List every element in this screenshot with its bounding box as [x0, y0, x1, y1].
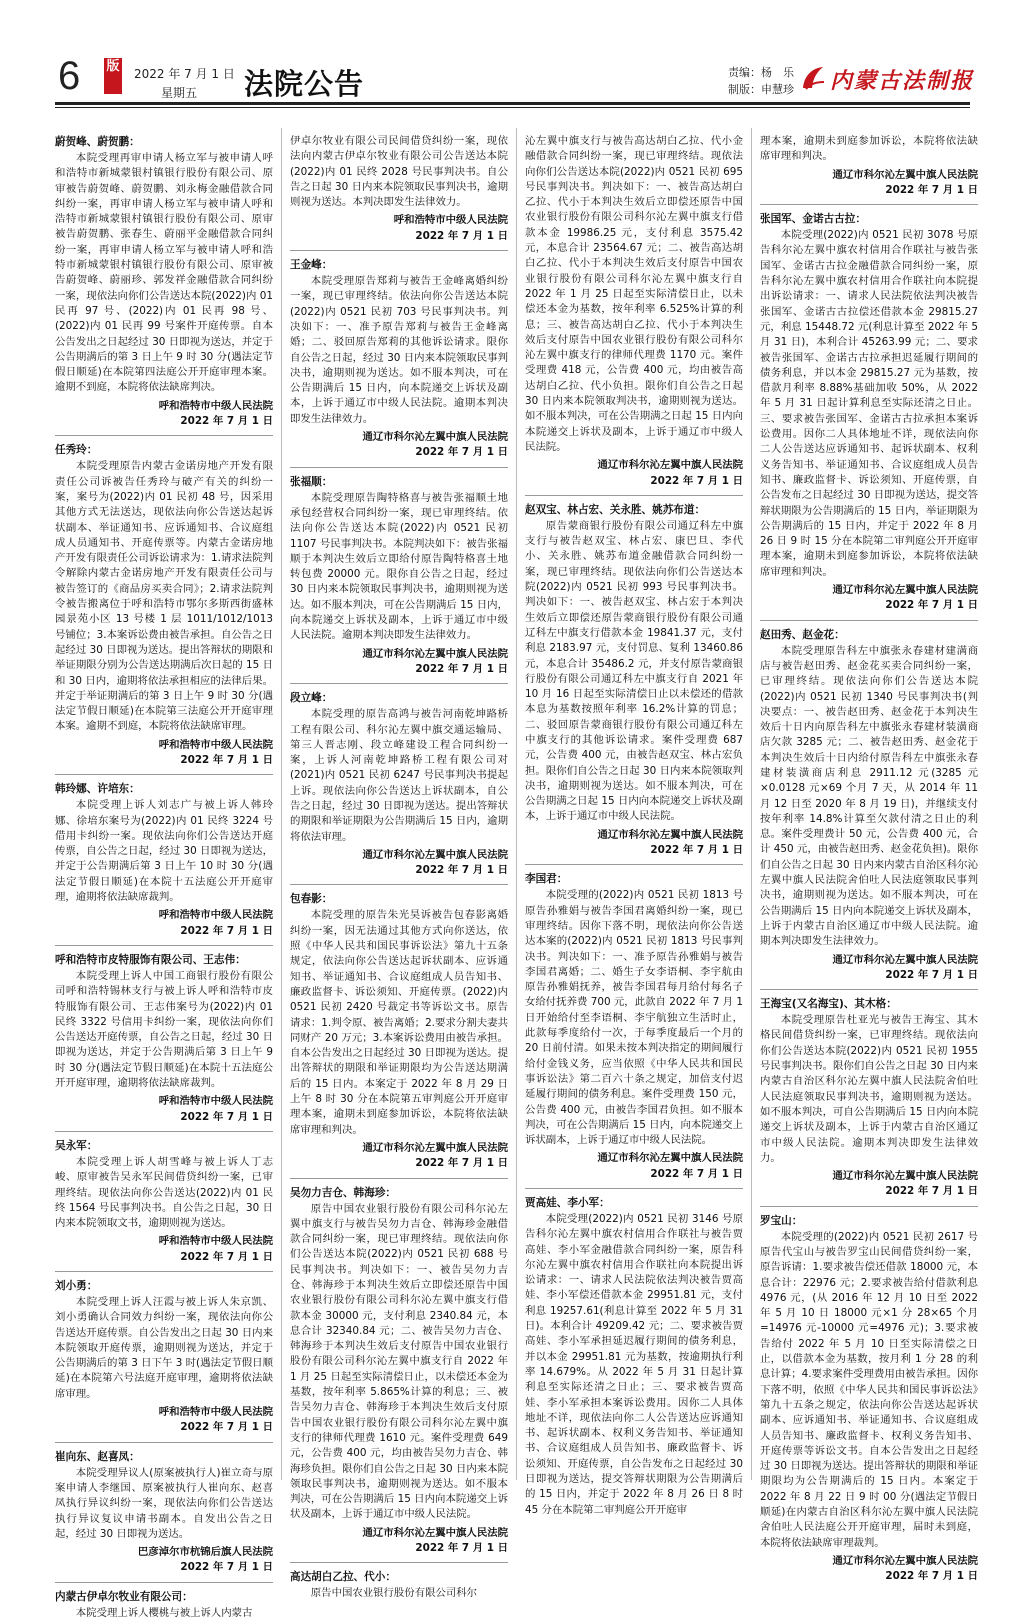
- notice-date: 2022 年 7 月 1 日: [180, 753, 273, 766]
- notice-date: 2022 年 7 月 1 日: [415, 1157, 508, 1170]
- notice-divider: [55, 1442, 273, 1443]
- notice-body: 原告中国农业银行股份有限公司科尔: [310, 1587, 478, 1600]
- notice-addressee: 高达胡白乙拉、代小：: [290, 1571, 396, 1584]
- court-notice: [290, 474, 508, 685]
- header-rule-thin: [55, 107, 970, 108]
- notice-divider: [290, 1562, 508, 1563]
- issuing-court: 通辽市科尔沁左翼中旗人民法院: [362, 848, 508, 861]
- court-notice: [290, 690, 508, 885]
- notice-body: 本院受理再审申请人杨立军与被申请人呼和浩特市新城蒙银村镇银行股份有限公司、原审被告蔚贺峰、蔚贺鹏、刘永梅金融借款合同纠纷一案，再审申请人杨立军与被申请人呼和浩特市新城蒙银村镇银行股份有限公司、原审被告蔚贺鹏、张春生、蔚丽平金融借款合同纠纷一案，再审申请人杨立军与被申请人呼和浩特市新城蒙银村镇银行股份有限公司、原审被告蔚贺峰、蔚丽珍、郭发祥金融借款合同纠纷一案，现依法向你们公告送达本院(2022)内 01 民再 97 号、(2022)内 01 民再 98 号、(2022)内 01 民再 99 号案件开庭传票。自本公告发出之日起经过 30 日即视为送达，并定于公告期满后的第 3 日上午 9 时 30 分(遇法定节假日顺延)在本院第四法庭公开开庭审理本案。逾期不到庭，本院将依法缺席判决。: [55, 152, 273, 394]
- court-notice: [55, 1589, 273, 1621]
- notice-date: 2022 年 7 月 1 日: [180, 1110, 273, 1123]
- court-notice: [525, 134, 743, 496]
- notice-addressee: 王海宝(又名海宝)、其木格：: [760, 998, 897, 1011]
- court-notice: [55, 442, 273, 775]
- notice-addressee: 赵田秀、赵金花：: [760, 628, 845, 641]
- notice-body: 本院受理(2022)内 0521 民初 3078 号原告科尔沁左翼中旗农村信用合作联社与被告张国军、金诺古古拉金融借款合同纠纷一案，原告科尔沁左翼中旗农村信用合作联社向本院提出诉讼请求：一、请求人民法院依法判决被告张国军、金诺古古拉偿还借款本金 29815.27 元，利息 15448.72 元(利息计算至 2022 年 5 月 31 日)，本利合计 45263.99 元；二、要求被告张国军、金诺古古拉承担迟延履行期间的债务利息，并以本金 29815.27 元为基数，按借款月利率 8.88%基础加收 50%，从 2022 年 5 月 31 日起计算利息至实际还清之日止。三、要求被告张国军、金诺古古拉承担本案诉讼费用。因你二人具体地址不详，现依法向你二人公告送达应诉通知书、起诉状副本、权利义务告知书、举证通知书、合议庭组成人员告知书、廉政监督卡、诉讼须知、开庭传票，自公告发布之日起经过 30 日即视为送达，提交答辩状期限为公告期满后的 15 日内，举证期限为公告期满后的 15 日内，并定于 2022 年 8 月 26 日 9 时 15 分在本院第二审判庭公开开庭审理本案，逾期未到庭参加诉讼，本院将依法缺席审理和判决。: [760, 229, 978, 578]
- issuing-court: 呼和浩特市中级人民法院: [158, 399, 273, 412]
- notice-divider: [525, 864, 743, 865]
- notice-addressee: 内蒙古伊卓尔牧业有限公司：: [55, 1590, 193, 1603]
- issuing-court: 呼和浩特市中级人民法院: [158, 1235, 273, 1248]
- column-divider: [751, 128, 752, 1480]
- issuing-court: 呼和浩特市中级人民法院: [158, 1095, 273, 1108]
- court-notice: [525, 1195, 743, 1518]
- issuing-court: 通辽市科尔沁左翼中旗人民法院: [597, 1152, 743, 1165]
- notice-addressee: 呼和浩特市皮特服饰有限公司、王志伟：: [55, 953, 246, 966]
- notice-body: 理本案，逾期未到庭参加诉讼，本院将依法缺席审理和判决。: [760, 135, 978, 163]
- issue-date: 2022 年 7 月 1 日: [134, 67, 235, 81]
- notice-body: 沁左翼中旗支行与被告高达胡白乙拉、代小金融借款合同纠纷一案，现已审理终结。现依法向你们公告送达本院(2022)内 0521 民初 695 号民事判决书。判决如下：一、被告高达胡白乙拉、代小于本判决生效后立即偿还原告中国农业银行股份有限公司科尔沁左翼中旗支行借款本金 19986.25 元，支付利息 3575.42 元，本息合计 23564.67 元；二、被告高达胡白乙拉、代小于本判决生效后支付原告中国农业银行股份有限公司科尔沁左翼中旗支行自 2022 年 1 月 25 日起至实际清偿日止，以未偿还本金为基数，按年利率 6.525%计算的利息；三、被告高达胡白乙拉、代小于本判决生效后支付原告中国农业银行股份有限公司科尔沁左翼中旗支行的律师代理费 1170 元。案件受理费 418 元，公告费 400 元，均由被告高达胡白乙拉、代小负担。限你们自公告之日起 30 日内来本院领取判决书，逾期则视为送达。如不服本判决，可在公告期满之日起 15 日内向本院递交上诉状及副本，上诉于通辽市中级人民法院。: [525, 135, 743, 453]
- notice-body: 本院受理原告陶特格喜与被告张福顺土地承包经营权合同纠纷一案，现已审理终结。依法向你公告送达本院(2022)内 0521 民初 1107 号民事判决书。本院判决如下：被告张福顺于本判决生效后立即给付原告陶特格喜土地转包费 20000 元。限你自公告之日起，经过 30 日内来本院领取民事判决书，逾期则视为送达。如不服本判决，可在公告期满后 15 日内，向本院递交上诉状及副本，上诉于通辽市中级人民法院。逾期本判决即发生法律效力。: [290, 491, 508, 642]
- notice-body: 本院受理的(2022)内 0521 民初 1813 号原告孙雅娟与被告李国君离婚纠纷一案，现已审理终结。因你下落不明，现依法向你公告送达本案的(2022)内 0521 民初 1813 号民事判决书。判决如下：一、准予原告孙雅娟与被告李国君离婚；二、婚生子女李语桐、李宇航由原告孙雅娟抚养，被告李国君每月给付每名子女给付抚养费 700 元，此款自 2022 年 7 月 1 日开始给付至李语桐、李宇航独立生活时止，此款每季度给付一次，于每季度最后一个月的 20 日前付清。如果未按本判决指定的期间履行给付金钱义务，应当依照《中华人民共和国民事诉讼法》第二百六十条之规定，加倍支付迟延履行期间的债务利息。案件受理费 150 元，公告费 400 元，由被告李国君负担。如不服本判决，可在公告期满后 15 日内，向本院递交上诉状副本，上诉于通辽市中级人民法院。: [525, 889, 743, 1147]
- notice-date: 2022 年 7 月 1 日: [180, 924, 273, 937]
- section-title: 法院公告: [244, 67, 365, 101]
- court-notice: [290, 257, 508, 468]
- notice-divider: [290, 884, 508, 885]
- issuing-court: 呼和浩特市中级人民法院: [158, 909, 273, 922]
- issuing-court: 巴彦淖尔市杭锦后旗人民法院: [137, 1546, 273, 1559]
- notice-date: 2022 年 7 月 1 日: [415, 662, 508, 675]
- notice-date: 2022 年 7 月 1 日: [180, 1250, 273, 1263]
- notice-date: 2022 年 7 月 1 日: [180, 1561, 273, 1574]
- court-notice: [55, 1449, 273, 1583]
- court-notice: [525, 871, 743, 1189]
- court-notice: [760, 134, 978, 205]
- notice-divider: [760, 989, 978, 990]
- court-notice: [290, 1185, 508, 1564]
- column-divider: [281, 128, 282, 1480]
- notice-column-1: [55, 134, 273, 1619]
- notice-date: 2022 年 7 月 1 日: [415, 229, 508, 242]
- issuing-court: 呼和浩特市中级人民法院: [393, 214, 508, 227]
- issuing-court: 通辽市科尔沁左翼中旗人民法院: [832, 953, 978, 966]
- issuing-court: 通辽市科尔沁左翼中旗人民法院: [832, 584, 978, 597]
- layout-credit: 制版：申慧珍: [728, 83, 794, 96]
- notice-body: 本院受理上诉人中国工商银行股份有限公司呼和浩特锡林支行与被上诉人呼和浩特市皮特服饰有限公司、王志伟案号为(2022)内 01 民终 3322 号信用卡纠纷一案，现依法向你们公告送达开庭传票，自公告之日起，经过 30 日即视为送达，并定于公告期满后第 3 日上午 9 时 30 分(遇法定节假日顺延)在本院十五法庭公开开庭审理，逾期将依法缺席裁判。: [55, 969, 273, 1090]
- notice-column-3: [525, 134, 743, 1516]
- court-notice: [760, 211, 978, 620]
- notice-divider: [760, 204, 978, 205]
- notice-body: 本院受理上诉人刘志广与被上诉人韩玲娜、徐培东案号为(2022)内 01 民终 3224 号借用卡纠纷一案。现依法向你们公告送达开庭传票，自公告之日起，经过 30 日即视为送达，并定于公告期满后第 3 日上午 10 时 30 分(遇法定节假日顺延)在本院十五法庭公开开庭审理，逾期将依法缺席裁判。: [55, 799, 273, 904]
- notice-addressee: 吴永军：: [55, 1139, 98, 1152]
- issuing-court: 呼和浩特市中级人民法院: [158, 1406, 273, 1419]
- editor-credit: 责编：杨 乐: [728, 66, 794, 79]
- issuing-court: 通辽市科尔沁左翼中旗人民法院: [832, 168, 978, 181]
- notice-divider: [290, 1178, 508, 1179]
- notice-divider: [760, 620, 978, 621]
- notice-body: 本院受理(2022)内 0521 民初 3146 号原告科尔沁左翼中旗农村信用合作联社与被告贾高娃、李小军金融借款合同纠纷一案，原告科尔沁左翼中旗农村信用合作联社向本院提出诉讼请求：一、请求人民法院依法判决被告贾高娃、李小军偿还借款本金 29951.81 元，支付利息 19257.61(利息计算至 2022 年 5 月 31 日)。本利合计 49209.42 元；二、要求被告贾高娃、李小军承担延迟履行期间的债务利息，并以本金 29951.81 元为基数，按逾期执行利率 14.679%。从 2022 年 5 月 31 日起计算利息至实际还清之日止；三、要求被告贾高娃、李小军承担本案诉讼费用。因你二人具体地址不详，现依法向你二人公告送达应诉通知书、起诉状副本、权利义务告知书、举证通知书、合议庭组成人员告知书、廉政监督卡、诉讼须知、开庭传票，自公告发布之日起经过 30 日即视为送达，提交答辩状期限为公告期满后的 15 日内，并定于 2022 年 8 月 26 日 8 时 45 分在本院第二审判庭公开开庭审: [525, 1213, 743, 1516]
- notice-body: 本院受理上诉人汪霞与被上诉人朱京凯、刘小勇确认合同效力纠纷一案，现依法向你公告送达开庭传票。自公告发出之日起 30 日内来本院领取开庭传票，逾期则视为送达，并定于公告期满后的第 3 日下午 3 时(遇法定节假日顺延)在本院第六号法庭开庭审理，逾期将依法缺席审理。: [55, 1296, 273, 1400]
- notice-date: 2022 年 7 月 1 日: [650, 474, 743, 487]
- notice-divider: [525, 1188, 743, 1189]
- notice-date: 2022 年 7 月 1 日: [650, 844, 743, 857]
- notice-body: 本院受理原告科左中旗张永春建材建满商店与被告赵田秀、赵金花买卖合同纠纷一案，已审理终结。现依法向你们公告送达本院(2022)内 0521 民初 1340 号民事判决书(判决要点：一、被告赵田秀、赵金花于本判决生效后十日内向原告科左中旗张永春建材装潢商店欠款 3285 元；二、被告赵田秀、赵金花于本判决生效后十日内给付原告科左中旗张永春建材装潢商店利息 2911.12 元(3285 元×0.0128 元×69 个月 7 天，从 2014 年 11 月 12 日至 2020 年 8 月 19 日)，并继续支付按年利率 14.8%计算至欠款付清之日止的利息。案件受理费计 50 元，公告费 400 元，合计 450 元，由被告赵田秀、赵金花负担)。限你们自公告之日起 30 日内来内蒙古自治区科尔沁左翼中旗人民法院舍伯吐人民法庭领取民事判决书，逾期则视为送达。如不服本判决，可在公告期满后 15 日内向本院递交上诉状及副本，上诉于内蒙古自治区通辽市中级人民法院。逾期本判决即发生法律效力。: [760, 644, 978, 948]
- header-rule-thick: [55, 102, 970, 105]
- notice-divider: [55, 1582, 273, 1583]
- issuing-court: 通辽市科尔沁左翼中旗人民法院: [362, 1141, 508, 1154]
- notice-body: 本院受理的原告高鸿与被告河南乾坤路桥工程有限公司、科尔沁左翼中旗交通运输局、第三人晋志刚、段立峰建设工程合同纠纷一案，上诉人河南乾坤路桥工程有限公司对(2021)内 0521 民初 6247 号民事判决书提起上诉。现依法向你公告送达上诉状副本，自公告之日起，经过 30 日即视为送达。提出答辩状的期限和举证期限为公告期满后 15 日内，逾期将依法审理。: [290, 708, 508, 843]
- notice-addressee: 段立峰：: [290, 692, 333, 705]
- notice-date: 2022 年 7 月 1 日: [415, 446, 508, 459]
- issuing-court: 呼和浩特市中级人民法院: [158, 738, 273, 751]
- notice-divider: [290, 683, 508, 684]
- issuing-court: 通辽市科尔沁左翼中旗人民法院: [362, 431, 508, 444]
- notice-addressee: 任秀玲：: [55, 444, 98, 457]
- issuing-court: 通辽市科尔沁左翼中旗人民法院: [597, 828, 743, 841]
- notice-addressee: 韩玲娜、许培东：: [55, 783, 140, 796]
- notice-addressee: 崔向东、赵喜凤：: [55, 1450, 140, 1463]
- court-notice: [760, 996, 978, 1207]
- issuing-court: 通辽市科尔沁左翼中旗人民法院: [597, 459, 743, 472]
- notice-addressee: 罗宝山：: [760, 1214, 803, 1227]
- court-notice: [760, 1213, 978, 1585]
- notice-divider: [55, 1131, 273, 1132]
- court-notice: [55, 952, 273, 1132]
- notice-body: 本院受理上诉人胡雪峰与被上诉人丁志峻、原审被告吴永军民间借贷纠纷一案，已审理终结。现依法向你公告送达(2022)内 01 民终 1564 号民事判决书。自公告之日起，30 日内来本院领取文书，逾期则视为送达。: [55, 1155, 273, 1230]
- issuing-court: 通辽市科尔沁左翼中旗人民法院: [832, 1554, 978, 1567]
- notice-date: 2022 年 7 月 1 日: [650, 1167, 743, 1180]
- ban-label-badge: [104, 58, 122, 94]
- notice-date: 2022 年 7 月 1 日: [885, 599, 978, 612]
- notice-column-2: [290, 134, 508, 1600]
- notice-body: 本院受理原告郑莉与被告王金峰离婚纠纷一案，现已审理终结。依法向你公告送达本院(2022)内 0521 民初 703 号民事判决书。判决如下：一、准予原告郑莉与被告王金峰离婚；二、驳回原告郑莉的其他诉讼请求。限你自公告之日起，经过 30 日内来本院领取民事判决书，逾期则视为送达。如不服本判决，可在公告期满后 15 日内，向本院递交上诉状及副本，上诉于通辽市中级人民法院。逾期本判决即发生法律效力。: [290, 275, 508, 425]
- notice-divider: [290, 250, 508, 251]
- notice-addressee: 贾高娃、李小军：: [525, 1197, 610, 1209]
- logo-text: 内蒙古法制报: [830, 68, 975, 94]
- notice-addressee: 张福顺：: [290, 475, 333, 488]
- notice-addressee: 赵双宝、林占宏、关永胜、姚苏布道：: [525, 503, 706, 516]
- notice-date: 2022 年 7 月 1 日: [885, 1185, 978, 1198]
- notice-body: 原告中国农业银行股份有限公司科尔沁左翼中旗支行与被告吴勿力吉仓、韩海珍金融借款合同纠纷一案，现已审理终结。现依法向你们公告送达本院(2022)内 0521 民初 688 号民事判决书。判决如下：一、被告吴勿力吉仓、韩海珍于本判决生效后立即偿还原告中国农业银行股份有限公司科尔沁左翼中旗支行借款本金 30000 元，支付利息 2340.84 元，本息合计 32340.84 元；二、被告吴勿力吉仓、韩海珍于本判决生效后支付原告中国农业银行股份有限公司科尔沁左翼中旗支行自 2022 年 1 月 25 日起至实际清偿日止，以未偿还本金为基数，按年利率 5.865%计算的利息；三、被告吴勿力吉仓、韩海珍于本判决生效后支付原告中国农业银行股份有限公司科尔沁左翼中旗支行的律师代理费 1610 元。案件受理费 649 元，公告费 400 元，均由被告吴勿力吉仓、韩海珍负担。限你们自公告之日起 30 日内来本院领取民事判决书，逾期则视为送达。如不服本判决，可在公告期满后 15 日内向本院递交上诉状及副本，上诉于通辽市中级人民法院。: [290, 1202, 508, 1521]
- notice-body: 本院受理原告杜亚光与被告王海宝、其木格民间借贷纠纷一案，已审理终结。现依法向你们公告送达本院(2022)内 0521 民初 1955 号民事判决书。限你们自公告之日起 30 日内来内蒙古自治区科尔沁左翼中旗人民法院舍伯吐人民法庭领取民事判决书，逾期则视为送达。如不服本判决，可自公告期满后 15 日内向本院递交上诉状及副本，上诉于内蒙古自治区通辽市中级人民法院。逾期本判决即发生法律效力。: [760, 1014, 978, 1164]
- notice-divider: [55, 1271, 273, 1272]
- court-notice: [55, 134, 273, 436]
- notice-addressee: 吴勿力吉仓、韩海珍：: [290, 1186, 396, 1199]
- notice-date: 2022 年 7 月 1 日: [415, 864, 508, 877]
- notice-addressee: 王金峰：: [290, 259, 333, 272]
- notice-body: 本院受理原告内蒙古金诺房地产开发有限责任公司诉被告任秀玲与破产有关的纠纷一案，案号为(2022)内 01 民初 48 号，因采用其他方式无法送达，现依法向你公告送达起诉状副本、举证通知书、应诉通知书、合议庭组成人员通知书、开庭传票等。内蒙古金诺房地产开发有限责任公司诉讼请求为：1.请求法院判令解除内蒙古金诺房地产开发有限责任公司与被告签订的《商品房买卖合同》；2.请求法院判令被告搬离位于呼和浩特市鄂尔多斯西街盛林园景苑小区 13 号楼 1 层 1011/1012/1013 号铺位；3.本案诉讼费由被告承担。自公告之日起经过 30 日即视为送达。提出答辩状的期限和举证期限分别为公告送达期满后次日起的 15 日和 30 日内，逾期将依法承担相应的法律后果。并定于举证期满后的第 3 日上午 9 时 30 分(遇法定节假日顺延)在本院第三法庭公开开庭审理本案。逾期不到庭，本院将依法缺席审理。: [55, 460, 273, 733]
- masthead: [0, 0, 1024, 118]
- notice-divider: [290, 467, 508, 468]
- notice-date: 2022 年 7 月 1 日: [180, 1421, 273, 1434]
- column-divider: [516, 128, 517, 1480]
- page-number: 6: [58, 54, 81, 98]
- court-notice: [55, 1278, 273, 1443]
- notice-date: 2022 年 7 月 1 日: [885, 183, 978, 196]
- notice-body: 原告蒙商银行股份有限公司通辽科左中旗支行与被告赵双宝、林占宏、康巴旦、李代小、关永胜、姚苏布道金融借款合同纠纷一案，现已审理终结。现依法向你们公告送达本院(2022)内 0521 民初 993 号民事判决书。判决如下：一、被告赵双宝、林占宏于本判决生效后立即偿还原告蒙商银行股份有限公司通辽科左中旗支行借款本金 19841.37 元，支付利息 2183.97 元，支付罚息、复利 13460.86 元，本息合计 35486.2 元，并支付原告蒙商银行股份有限公司通辽科左中旗支行自 2021 年 10 月 16 日起至实际清偿日止以未偿还的借款本息为基数按照年利率 16.2%计算的罚息；二、驳回原告蒙商银行股份有限公司通辽科左中旗支行的其他诉讼请求。案件受理费 687 元，公告费 400 元，由被告赵双宝、林占宏负担。限你们自公告之日起 30 日内来本院领取判决书，逾期则视为送达。如不服本判决，可在公告期满之日起 15 日内向本院递交上诉状及副本，上诉于通辽市中级人民法院。: [525, 519, 743, 823]
- notice-body: 本院受理异议人(原案被执行人)崔立奇与原案申请人李继国、原案被执行人崔向东、赵喜凤执行异议纠纷一案，现依法向你们公告送达执行异议复议申请书副本。自发出公告之日起，经过 30 日即视为送达。: [55, 1466, 273, 1540]
- notice-body: 伊卓尔牧业有限公司民间借贷纠纷一案，现依法向内蒙古伊卓尔牧业有限公司公告送达本院(2022)内 01 民终 2028 号民事判决书。自公告之日起 30 日内来本院领取民事判决书，逾期则视为送达。本判决即发生法律效力。: [290, 135, 508, 209]
- notice-divider: [55, 945, 273, 946]
- logo-emblem-icon: [800, 64, 826, 92]
- notice-addressee: 张国军、金诺古古拉：: [760, 213, 866, 226]
- notice-divider: [525, 495, 743, 496]
- notice-addressee: 蔚贺峰、蔚贺鹏：: [55, 136, 140, 148]
- notice-addressee: 李国君：: [525, 873, 568, 886]
- notice-divider: [55, 435, 273, 436]
- court-notice: [760, 627, 978, 991]
- notice-divider: [760, 1206, 978, 1207]
- issuing-court: 通辽市科尔沁左翼中旗人民法院: [832, 1170, 978, 1183]
- issue-weekday: 星期五: [161, 86, 198, 100]
- notice-addressee: 包春影：: [290, 893, 333, 906]
- court-notice: [525, 502, 743, 866]
- notice-body: 本院受理的(2022)内 0521 民初 2617 号原告代宝山与被告罗宝山民间借贷纠纷一案，原告诉请：1.要求被告偿还借款 18000 元，本息合计：22976 元；2.要求被告给付借款利息 4976 元，(从 2016 年 12 月 10 日至 2022 年 5 月 10 日 18000 元×1 分 28×65 个月=14976 元-10000 元=4976 元)；3.要求被告给付 2022 年 5 月 10 日至实际清偿之日止，以借款本金为基数，按月利 1 分 28 的利息计算；4.要求案件受理费用由被告承担。因你下落不明，依照《中华人民共和国民事诉讼法》第九十五条之规定，依法向你公告送达起诉状副本、应诉通知书、举证通知书、合议庭组成人员告知书、廉政监督卡、权利义务告知书、开庭传票等诉讼文书。自本公告发出之日起经过 30 日即视为送达。提出答辩状的期限和举证期限均为公告期满后的 15 日内。本案定于 2022 年 8 月 22 日 9 时 00 分(遇法定节假日顺延)在内蒙古自治区科尔沁左翼中旗人民法院舍伯吐人民法庭公开开庭审理，届时未到庭，本院将依法缺席审理裁判。: [760, 1230, 978, 1549]
- notice-body: 本院受理的原告朱光昊诉被告包春影离婚纠纷一案，因无法通过其他方式向你送达，依照《中华人民共和国民事诉讼法》第九十五条规定，依法向你公告送达起诉状副本、应诉通知书、举证通知书、合议庭组成人员告知书、廉政监督卡、诉讼须知、开庭传票。(2022)内 0521 民初 2420 号裁定书等诉讼文书。原告请求：1.判令原、被告离婚；2.要求分割夫妻共同财产 20 万元；3.本案诉讼费用由被告承担。自本公告发出之日起经过 30 日即视为送达。提出答辩状的期限和举证期限均为公告送达期满后的 15 日内。本案定于 2022 年 8 月 29 日上午 8 时 30 分在本院第五审判庭公开开庭审理本案，逾期未到庭参加诉讼，本院将依法缺席审理和判决。: [290, 909, 508, 1136]
- newspaper-logo: [800, 60, 990, 96]
- court-notice: [290, 891, 508, 1178]
- notice-addressee: 刘小勇：: [55, 1280, 98, 1292]
- notice-column-4: [760, 134, 978, 1583]
- notice-date: 2022 年 7 月 1 日: [885, 968, 978, 981]
- notice-date: 2022 年 7 月 1 日: [180, 415, 273, 428]
- notice-body: 本院受理上诉人樱桃与被上诉人内蒙古: [75, 1606, 253, 1619]
- court-notice: [290, 134, 508, 251]
- issuing-court: 通辽市科尔沁左翼中旗人民法院: [362, 1526, 508, 1539]
- court-notice: [55, 781, 273, 946]
- ban-label: 版: [106, 59, 120, 74]
- court-notice: [290, 1569, 508, 1601]
- issuing-court: 通辽市科尔沁左翼中旗人民法院: [362, 647, 508, 660]
- notice-divider: [55, 774, 273, 775]
- notice-date: 2022 年 7 月 1 日: [415, 1542, 508, 1555]
- notice-date: 2022 年 7 月 1 日: [885, 1570, 978, 1583]
- court-notice: [55, 1138, 273, 1272]
